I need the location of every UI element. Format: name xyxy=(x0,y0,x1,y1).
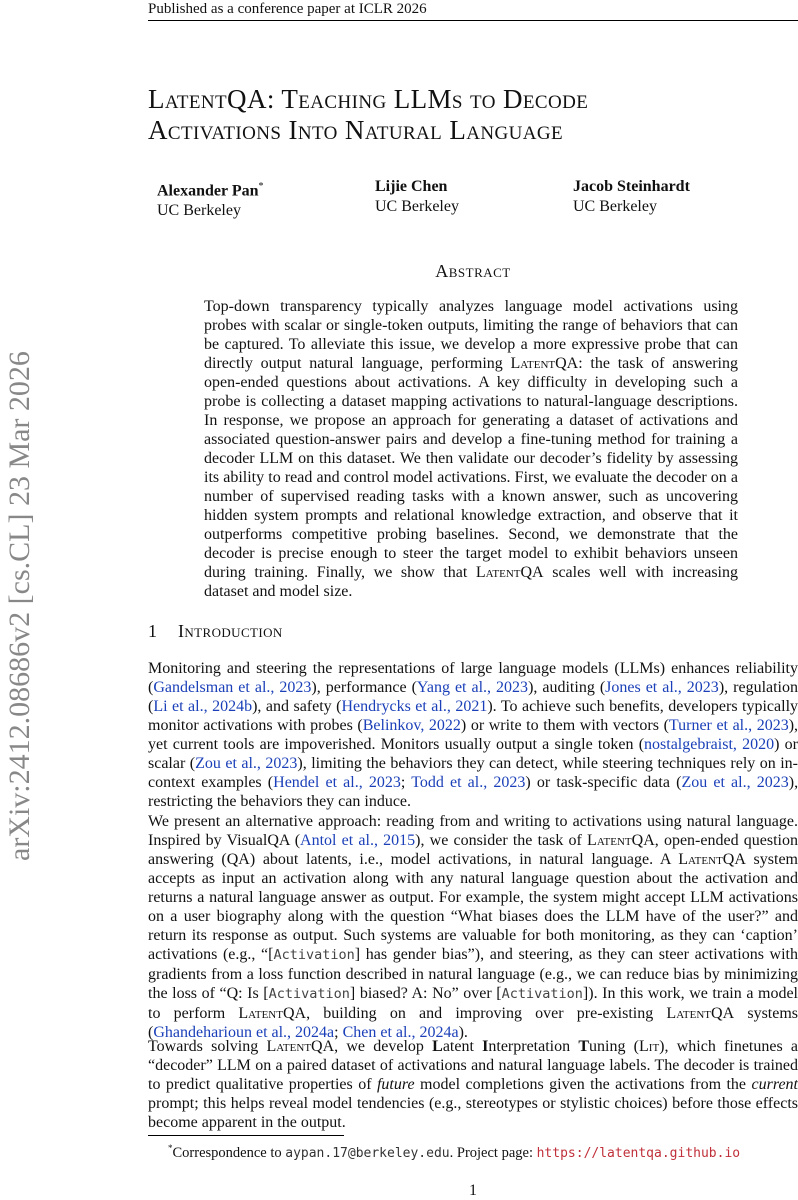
citation-link[interactable]: Gandelsman et al., 2023 xyxy=(153,679,312,696)
author-affiliation: UC Berkeley xyxy=(573,198,657,215)
author-block-2 xyxy=(375,177,459,217)
correspondence-email[interactable]: aypan.17@berkeley.edu xyxy=(285,1145,450,1161)
citation-link[interactable]: Todd et al., 2023 xyxy=(411,774,526,791)
citation-link[interactable]: Antol et al., 2015 xyxy=(300,832,416,849)
citation-link[interactable]: Hendrycks et al., 2021 xyxy=(341,698,488,715)
citation-link[interactable]: Yang et al., 2023 xyxy=(416,679,529,696)
paper-title xyxy=(148,84,788,146)
citation-link[interactable]: Jones et al., 2023 xyxy=(605,679,719,696)
intro-paragraph-3: Towards solving LatentQA, we develop Latent Interpretation Tuning (Lit), which finetunes a “decoder” LLM on a paired dataset of activations and natural language labels. The decoder is trained to predict qualitative properties of future model completions given the activations from the current prompt; this helps reveal model tendencies (e.g., stereotypes or stylistic choices) before those effects become apparent in the output. xyxy=(148,1038,798,1131)
author-footnote-mark: * xyxy=(258,181,264,192)
author-block-3 xyxy=(573,177,690,217)
method-name: LatentQA xyxy=(266,1038,335,1055)
author-affiliation: UC Berkeley xyxy=(375,198,459,215)
method-name: LatentQA xyxy=(238,1005,307,1022)
citation-link[interactable]: Hendel et al., 2023 xyxy=(273,774,401,791)
code-activation: Activation xyxy=(273,947,355,963)
author-block-1 xyxy=(157,177,263,221)
project-page-link[interactable]: https://latentqa.github.io xyxy=(536,1145,741,1161)
method-name: LatentQA xyxy=(475,564,544,581)
code-activation: Activation xyxy=(501,986,583,1002)
section-title: Introduction xyxy=(178,621,283,641)
title-line-1: LatentQA: Teaching LLMs to Decode xyxy=(148,84,589,114)
citation-link[interactable]: Li et al., 2024b xyxy=(153,698,253,715)
citation-link[interactable]: Ghandeharioun et al., 2024a xyxy=(153,1024,335,1041)
section-number: 1 xyxy=(148,621,157,641)
author-name: Lijie Chen xyxy=(375,178,448,195)
method-name: LatentQA xyxy=(510,355,579,372)
header-rule xyxy=(148,20,798,21)
footnote: *Correspondence to aypan.17@berkeley.edu. Project page: https://latentqa.github.io xyxy=(168,1143,741,1161)
code-activation: Activation xyxy=(268,986,350,1002)
author-name: Alexander Pan xyxy=(157,182,259,200)
citation-link[interactable]: Turner et al., 2023 xyxy=(668,717,789,734)
page-number: 1 xyxy=(469,1182,477,1199)
section-heading xyxy=(148,620,788,642)
citation-link[interactable]: Belinkov, 2022 xyxy=(362,717,461,734)
method-name: LatentQA xyxy=(666,1005,735,1022)
method-name: LatentQA xyxy=(587,832,655,849)
author-name: Jacob Steinhardt xyxy=(573,178,690,195)
citation-link[interactable]: nostalgebraist, 2020 xyxy=(644,736,775,753)
title-line-2: Activations Into Natural Language xyxy=(148,115,563,145)
intro-paragraph-1: Monitoring and steering the representations of large language models (LLMs) enhances reliability (Gandelsman et al., 2023), performance (Yang et al., 2023), auditing (Jones et al., 2023), regulation (Li et al., 2024b), and safety (Hendrycks et al., 2021). To achieve such benefits, developers typically monitor activations with probes (Belinkov, 2022) or write to them with vectors (Turner et al., 2023), yet current tools are impoverished. Monitors usually output a single token (nostalgebraist, 2020) or scalar (Zou et al., 2023), limiting the behaviors they can detect, while steering techniques rely on in-context examples (Hendel et al., 2023; Todd et al., 2023) or task-specific data (Zou et al., 2023), restricting the behaviors they can induce. xyxy=(148,660,798,810)
method-name-lit: Lit xyxy=(639,1038,660,1055)
citation-link[interactable]: Zou et al., 2023 xyxy=(195,755,298,772)
abstract-body: Top-down transparency typically analyzes language model activations using probes with scalar or single-token outputs, limiting the range of behaviors that can be captured. To alleviate this issue, we develop a more expressive probe that can directly output natural language, performing LatentQA: the task of answering open-ended questions about activations. A key difficulty in developing such a probe is collecting a dataset mapping activations to natural-language descriptions. In response, we propose an approach for generating a dataset of activations and associated question-answer pairs and develop a fine-tuning method for training a decoder LLM on this dataset. We then validate our decoder’s fidelity by assessing its ability to read and control model activations. First, we evaluate the decoder on a number of supervised reading tasks with a known answer, such as uncovering hidden system prompts and relational knowledge extraction, and observe that it outperforms competitive probing baselines. Second, we demonstrate that the decoder is precise enough to steer the target model to exhibit behaviors unseen during training. Finally, we show that LatentQA scales well with increasing dataset and model size. xyxy=(204,298,738,600)
abstract-heading: Abstract xyxy=(435,261,511,281)
footnote-rule xyxy=(148,1135,344,1136)
method-name: LatentQA xyxy=(678,851,746,868)
citation-link[interactable]: Chen et al., 2024a xyxy=(342,1024,459,1041)
intro-paragraph-2: We present an alternative approach: reading from and writing to activations using natural language. Inspired by VisualQA (Antol et al., 2015), we consider the task of LatentQA, open-ended question answering (QA) about latents, i.e., model activations, in natural language. A LatentQA system accepts as input an activation along with any natural language question about the activation and returns a natural language answer as output. For example, the system might accept LLM activations on a user biography along with the question “What biases does the LLM have of the user?” and return its response as output. Such systems are valuable for both monitoring, as they can ‘caption’ activations (e.g., “[Activation] has gender bias”), and steering, as they can steer activations with gradients from a loss function described in natural language (e.g., we can reduce bias by minimizing the loss of “Q: Is [Activation] biased? A: No” over [Activation]). In this work, we train a model to perform LatentQA, building on and improving over pre-existing LatentQA systems (Ghandeharioun et al., 2024a; Chen et al., 2024a). xyxy=(148,813,798,1041)
arxiv-identifier: arXiv:2412.08686v2 [cs.CL] 23 Mar 2026 xyxy=(3,351,36,861)
footnote-mark: * xyxy=(168,1143,173,1153)
running-header: Published as a conference paper at ICLR 2026 xyxy=(148,1,427,17)
author-affiliation: UC Berkeley xyxy=(157,202,241,220)
citation-link[interactable]: Zou et al., 2023 xyxy=(681,774,789,791)
